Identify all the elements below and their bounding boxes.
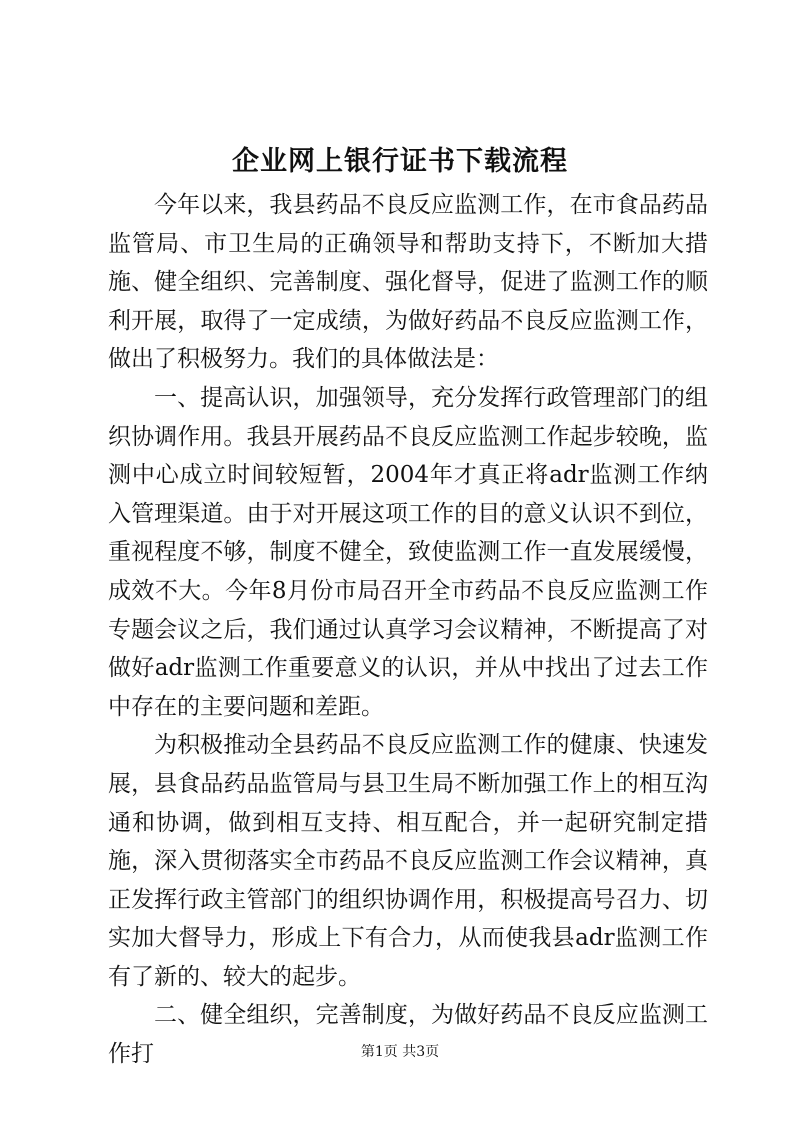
document-title: 企业网上银行证书下载流程 [232,146,568,177]
document-body [108,186,708,1074]
paragraph-coordination: 为积极推动全县药品不良反应监测工作的健康、快速发展，县食品药品监管局与县卫生局不断加强工作上的相互沟通和协调，做到相互支持、相互配合，并一起研究制定措施，深入贯彻落实全市药品不良反应监测工作会议精神，真正发挥行政主管部门的组织协调作用，积极提高号召力、切实加大督导力，形成上下有合力，从而使我县adr监测工作有了新的、较大的起步。 [108,732,708,990]
paragraph-intro: 今年以来，我县药品不良反应监测工作，在市食品药品监管局、市卫生局的正确领导和帮助支持下，不断加大措施、健全组织、完善制度、强化督导，促进了监测工作的顺利开展，取得了一定成绩，为做好药品不良反应监测工作，做出了积极努力。我们的具体做法是： [108,192,708,373]
page-footer: 第1页 共3页 [360,1044,440,1060]
paragraph-section-one: 一、提高认识，加强领导，充分发挥行政管理部门的组织协调作用。我县开展药品不良反应监测工作起步较晚，监测中心成立时间较短暂，2004年才真正将adr监测工作纳入管理渠道。由于对开展这项工作的目的意义认识不到位，重视程度不够，制度不健全，致使监测工作一直发展缓慢，成效不大。今年8月份市局召开全市药品不良反应监测工作专题会议之后，我们通过认真学习会议精神，不断提高了对做好adr监测工作重要意义的认识，并从中找出了过去工作中存在的主要问题和差距。 [108,384,708,720]
paragraph-section-two: 二、健全组织，完善制度，为做好药品不良反应监测工作打 [108,1002,708,1068]
